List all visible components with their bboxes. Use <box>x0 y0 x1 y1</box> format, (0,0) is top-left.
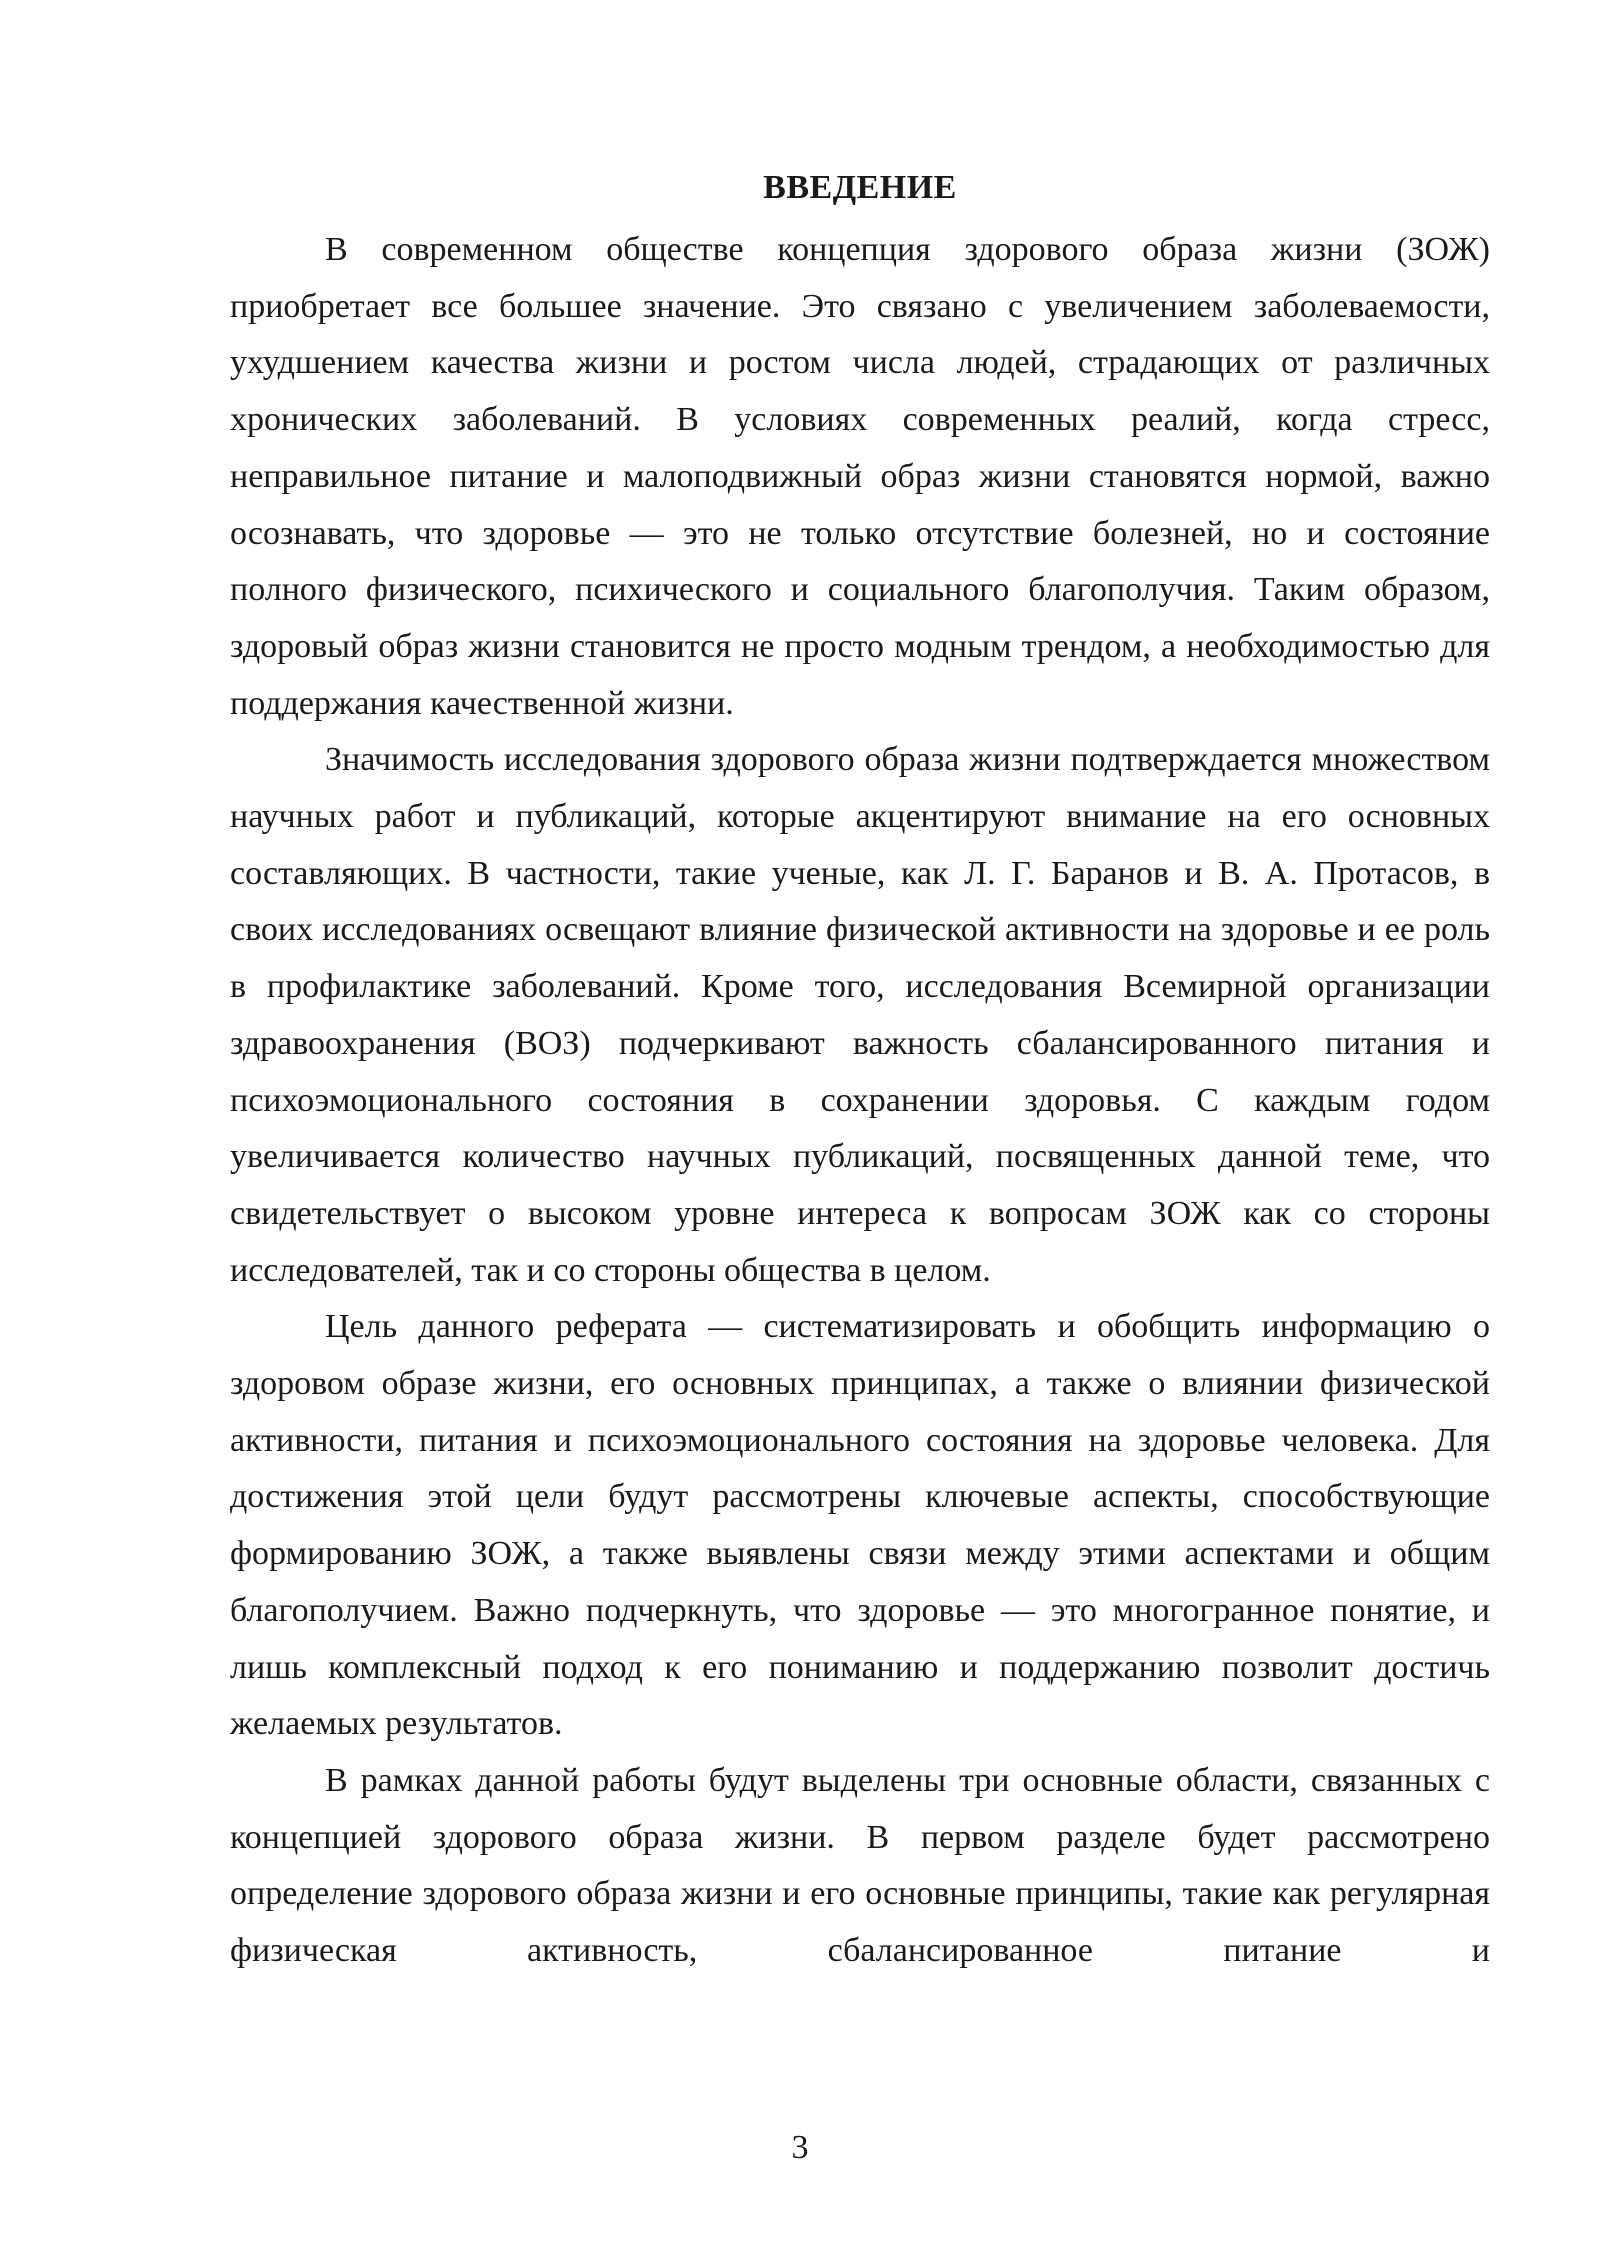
document-body <box>230 160 1490 1980</box>
section-heading: ВВЕДЕНИЕ <box>763 169 957 206</box>
paragraph-4: В рамках данной работы будут выделены три основные области, связанных с концепцией здорового образа жизни. В первом разделе будет рассмотрено определение здорового образа жизни и его основные принципы, такие как регулярная физическая активность, сбалансированное питание и <box>230 1761 1490 1970</box>
paragraph-3: Цель данного реферата — систематизировать и обобщить информацию о здоровом образе жизни, его основных принципах, а также о влиянии физической активности, питания и психоэмоционального состояния на здоровье человека. Для достижения этой цели будут рассмотрены ключевые аспекты, способствующие формированию ЗОЖ, а также выявлены связи между этими аспектами и общим благополучием. Важно подчеркнуть, что здоровье — это многогранное понятие, и лишь комплексный подход к его пониманию и поддержанию позволит достичь желаемых результатов. <box>230 1308 1490 1743</box>
paragraph-1: В современном обществе концепция здорового образа жизни (ЗОЖ) приобретает все большее значение. Это связано с увеличением заболеваемости, ухудшением качества жизни и ростом числа людей, страдающих от различных хронических заболеваний. В условиях современных реалий, когда стресс, неправильное питание и малоподвижный образ жизни становятся нормой, важно осознавать, что здоровье — это не только отсутствие болезней, но и состояние полного физического, психического и социального благополучия. Таким образом, здоровый образ жизни становится не просто модным трендом, а необходимостью для поддержания качественной жизни. <box>230 231 1490 722</box>
page-number: 3 <box>791 2129 809 2166</box>
paragraph-2: Значимость исследования здорового образа жизни подтверждается множеством научных работ и публикаций, которые акцентируют внимание на его основных составляющих. В частности, такие ученые, как Л. Г. Баранов и В. А. Протасов, в своих исследованиях освещают влияние физической активности на здоровье и ее роль в профилактике заболеваний. Кроме того, исследования Всемирной организации здравоохранения (ВОЗ) подчеркивают важность сбалансированного питания и психоэмоционального состояния в сохранении здоровья. С каждым годом увеличивается количество научных публикаций, посвященных данной теме, что свидетельствует о высоком уровне интереса к вопросам ЗОЖ как со стороны исследователей, так и со стороны общества в целом. <box>230 741 1490 1289</box>
